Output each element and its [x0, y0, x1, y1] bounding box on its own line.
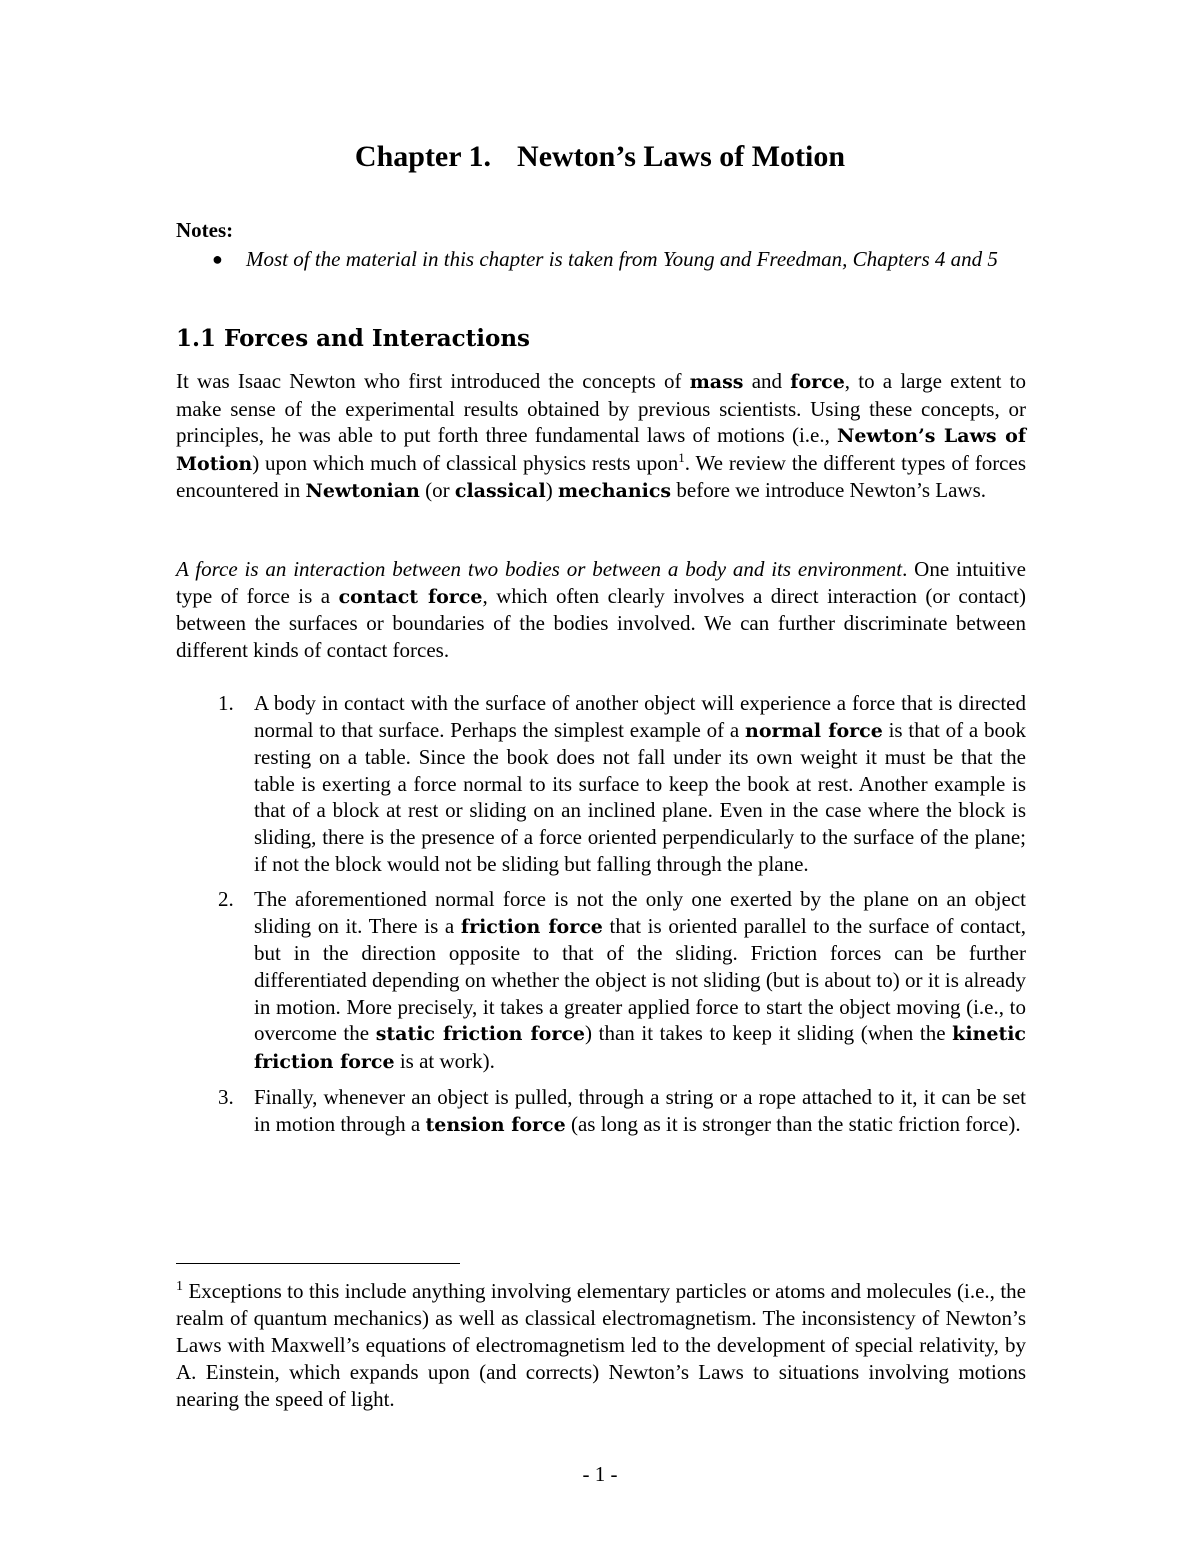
footnote-mark: 1 [176, 1279, 183, 1294]
notes-item [176, 246, 1026, 272]
term-kinetic-friction-force: kinetic friction force [254, 1023, 1027, 1073]
notes-list [176, 246, 1026, 272]
paragraph-intro [176, 368, 1026, 505]
text-run: It was Isaac Newton who first introduced the concepts of [176, 369, 690, 393]
contact-forces-list [176, 690, 1026, 1148]
term-friction-force: friction force [460, 915, 603, 938]
text-run: . We review the different types of forces encountered in [176, 450, 1026, 503]
term-normal-force: normal force [745, 719, 883, 742]
notes-label: Notes: [176, 218, 234, 242]
text-run: ) [545, 478, 558, 503]
list-number: 2. [218, 887, 234, 912]
chapter-title [0, 140, 1200, 174]
text-run: . One intuitive type of force is a [176, 557, 1026, 608]
term-tension-force: tension force [425, 1113, 566, 1136]
notes-item-text: Most of the material in this chapter is taken from Young and Freedman, Chapters 4 and 5 [246, 247, 998, 271]
text-run: and [743, 369, 791, 393]
definition-italic: A force is an interaction between two bodies or between a body and its environment [176, 557, 903, 581]
text-run: that is oriented parallel to the surface of contact, but in the direction opposite to that of the sliding. Friction forces can be further differentiated depending on whether the object is not sliding (but is about to) or it is already in motion. More precisely, it takes a greater applied force to start the object moving (i.e., to overcome the [254, 913, 1026, 1046]
list-item [176, 886, 1026, 1075]
text-run: is at work). [394, 1048, 495, 1073]
term-mass: mass [689, 371, 744, 393]
list-number: 3. [218, 1085, 234, 1110]
footnote-text: Exceptions to this include anything involving elementary particles or atoms and molecules (i.e., the realm of quantum mechanics) as well as classical electromagnetism. The inconsistency of Newton’s Laws with Maxwell’s equations of electromagnetism led to the development of special relativity, by A. Einstein, which expands upon (and corrects) Newton’s Laws to situations involving motions nearing the speed of light. [176, 1279, 1026, 1411]
text-run: , which often clearly involves a direct interaction (or contact) between the surfaces or boundaries of the bodies involved. We can further discriminate between different kinds of contact forces. [176, 583, 1026, 662]
bullet-icon: ● [212, 249, 223, 269]
page-number: - 1 - [582, 1462, 618, 1486]
term-static-friction-force: static friction force [375, 1023, 585, 1046]
section-heading: 1.1 Forces and Interactions [176, 325, 530, 352]
text-run: ) upon which much of classical physics rests upon [252, 450, 679, 475]
term-mechanics: mechanics [557, 480, 672, 503]
term-newtons-laws: Newton’s Laws of Motion [176, 425, 1026, 475]
term-newtonian: Newtonian [305, 480, 420, 503]
chapter-number: Chapter 1. [354, 140, 492, 173]
text-run: Finally, whenever an object is pulled, through a string or a rope attached to it, it can be set in motion through a [254, 1085, 1026, 1136]
paragraph-definition [176, 556, 1026, 663]
chapter-name: Newton’s Laws of Motion [517, 140, 846, 173]
list-number: 1. [218, 691, 234, 715]
term-contact-force: contact force [338, 585, 483, 608]
text-run: , to a large extent to make sense of the experimental results obtained by previous scientists. Using these concepts, or principles, he was able to put forth three fundamental laws of motions (i.e., [176, 369, 1027, 448]
footnote [176, 1278, 1026, 1413]
text-run: is that of a book resting on a table. Since the book does not fall under its own weight it must be that the table is exerting a force normal to its surface to keep the book at rest. Another example is that of a block at rest or sliding on an inclined plane. Even in the case where the block is sliding, there is the presence of a force oriented perpendicularly to the surface of the plane; if not the block would not be sliding but falling through the plane. [254, 717, 1026, 876]
footnote-separator [176, 1263, 460, 1264]
term-force: force [790, 371, 845, 393]
list-item [176, 1084, 1026, 1138]
text-run: (or [419, 478, 455, 503]
footnote-reference[interactable]: 1 [678, 449, 685, 465]
text-run: ) than it takes to keep it sliding (when the [585, 1021, 953, 1046]
text-run: before we introduce Newton’s Laws. [671, 478, 987, 503]
term-classical: classical [454, 480, 546, 503]
text-run: The aforementioned normal force is not the only one exerted by the plane on an object sliding on it. There is a [254, 887, 1026, 938]
text-run: A body in contact with the surface of another object will experience a force that is directed normal to that surface. Perhaps the simplest example of a [254, 691, 1026, 742]
list-item [176, 690, 1026, 877]
text-run: (as long as it is stronger than the static friction force). [565, 1111, 1021, 1136]
